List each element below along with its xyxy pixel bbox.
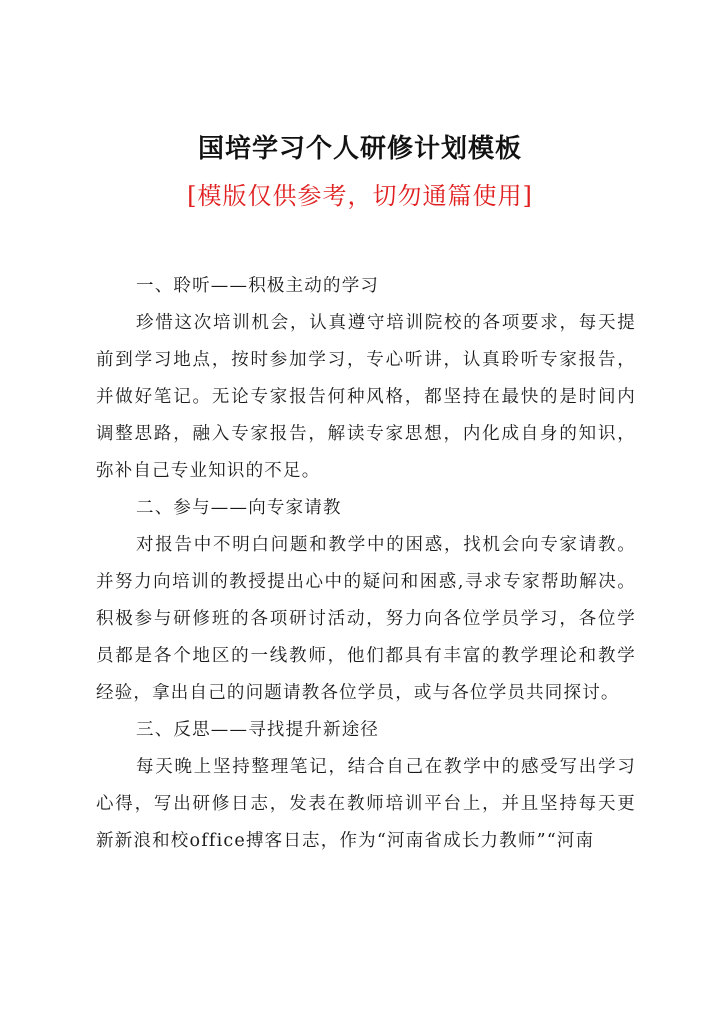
section-heading-1: 一、聆听——积极主动的学习	[136, 276, 380, 296]
section-paragraph-2: 对报告中不明白问题和教学中的困惑，找机会向专家请教。并努力向培训的教授提出心中的疑问和困惑,寻求专家帮助解决。积极参与研修班的各项研讨活动，努力向各位学员学习，各位学员都是各个地区的一线教师，他们都具有丰富的教学理论和教学经验，拿出自己的问题请教各位学员，或与各位学员共同探讨。	[96, 535, 636, 703]
section-heading-3: 三、反思——寻找提升新途径	[136, 720, 380, 740]
document-subtitle: [模版仅供参考，切勿通篇使用]	[187, 182, 533, 210]
section-paragraph-3: 每天晚上坚持整理笔记，结合自己在教学中的感受写出学习心得，写出研修日志，发表在教师培训平台上，并且坚持每天更新新浪和校office搏客日志，作为“河南省成长力教师”“河南	[96, 757, 636, 851]
document-body	[96, 268, 636, 860]
document-title: 国培学习个人研修计划模板	[197, 134, 522, 164]
section-heading-2: 二、参与——向专家请教	[136, 498, 342, 518]
section-paragraph-1: 珍惜这次培训机会，认真遵守培训院校的各项要求，每天提前到学习地点，按时参加学习，专心听讲，认真聆听专家报告，并做好笔记。无论专家报告何种风格，都坚持在最快的是时间内调整思路，融入专家报告，解读专家思想，内化成自身的知识，弥补自己专业知识的不足。	[96, 313, 636, 481]
